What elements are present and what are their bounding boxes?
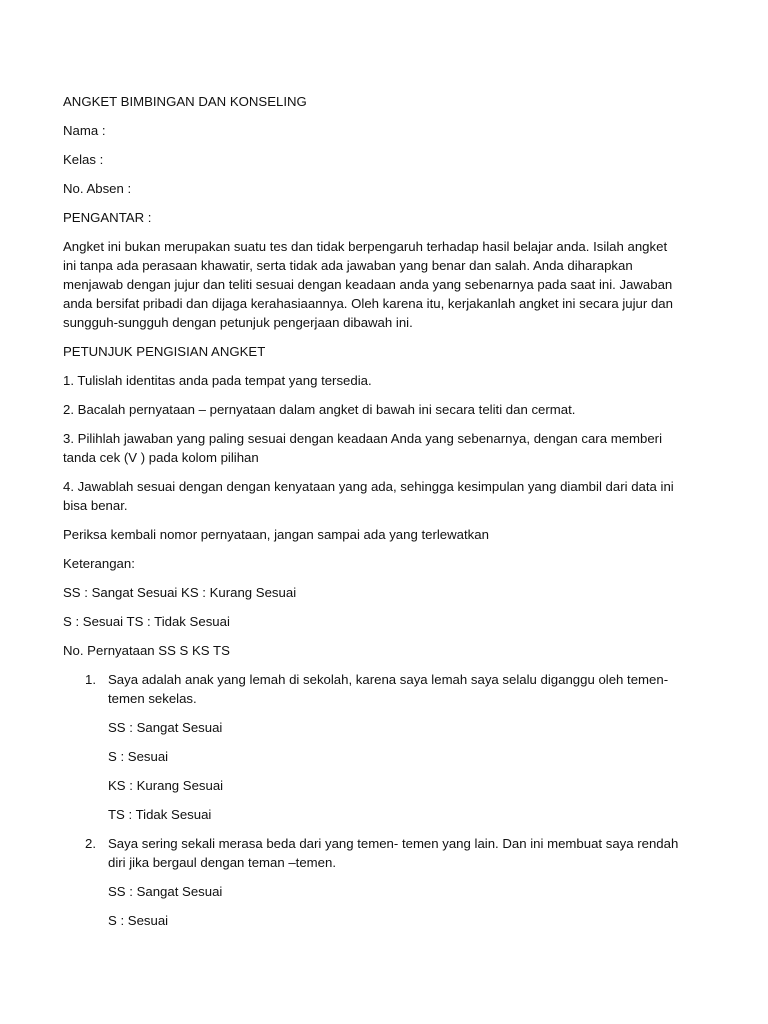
kelas-field: Kelas : (63, 152, 104, 167)
answer-option: S : Sesuai (108, 913, 169, 928)
nama-field: Nama : (63, 123, 106, 138)
question-number: 2. (85, 836, 96, 851)
question-item (63, 834, 683, 872)
question-item (63, 670, 683, 708)
table-header: No. Pernyataan SS S KS TS (63, 643, 230, 658)
question-text: Saya sering sekali merasa beda dari yang temen- temen yang lain. Dan ini membuat saya rendah diri jika bergaul dengan teman –temen. (108, 836, 679, 870)
absen-field: No. Absen : (63, 181, 132, 196)
document-title: ANGKET BIMBINGAN DAN KONSELING (63, 94, 307, 109)
petunjuk-item: 1. Tulislah identitas anda pada tempat yang tersedia. (63, 373, 372, 388)
pengantar-paragraph: Angket ini bukan merupakan suatu tes dan tidak berpengaruh terhadap hasil belajar anda. Isilah angket ini tanpa ada perasaan khawatir, serta tidak ada jawaban yang benar dan salah. Anda diharapkan menjawab dengan jujur dan teliti sesuai dengan keadaan anda yang sebenarnya pada saat ini. Jawaban anda bersifat pribadi dan dijaga kerahasiaannya. Oleh karena itu, kerjakanlah angket ini secara jujur dan sungguh-sungguh dengan petunjuk pengerjaan dibawah ini. (63, 239, 673, 330)
periksa-note: Periksa kembali nomor pernyataan, jangan sampai ada yang terlewatkan (63, 527, 489, 542)
petunjuk-item: 3. Pilihlah jawaban yang paling sesuai dengan keadaan Anda yang sebenarnya, dengan cara memberi tanda cek (V ) pada kolom pilihan (63, 431, 662, 465)
answer-option: S : Sesuai (108, 749, 169, 764)
keterangan-line: S : Sesuai TS : Tidak Sesuai (63, 614, 230, 629)
question-number: 1. (85, 672, 96, 687)
question-list (63, 670, 683, 930)
petunjuk-item: 4. Jawablah sesuai dengan dengan kenyataan yang ada, sehingga kesimpulan yang diambil dari data ini bisa benar. (63, 479, 674, 513)
petunjuk-item: 2. Bacalah pernyataan – pernyataan dalam angket di bawah ini secara teliti dan cermat. (63, 402, 576, 417)
answer-option: TS : Tidak Sesuai (108, 807, 212, 822)
document-body (63, 92, 683, 940)
petunjuk-heading: PETUNJUK PENGISIAN ANGKET (63, 344, 266, 359)
keterangan-heading: Keterangan: (63, 556, 135, 571)
answer-option: SS : Sangat Sesuai (108, 884, 223, 899)
answer-option: SS : Sangat Sesuai (108, 720, 223, 735)
question-text: Saya adalah anak yang lemah di sekolah, karena saya lemah saya selalu diganggu oleh temen- temen sekelas. (108, 672, 669, 706)
pengantar-heading: PENGANTAR : (63, 210, 152, 225)
keterangan-line: SS : Sangat Sesuai KS : Kurang Sesuai (63, 585, 297, 600)
answer-option: KS : Kurang Sesuai (108, 778, 224, 793)
